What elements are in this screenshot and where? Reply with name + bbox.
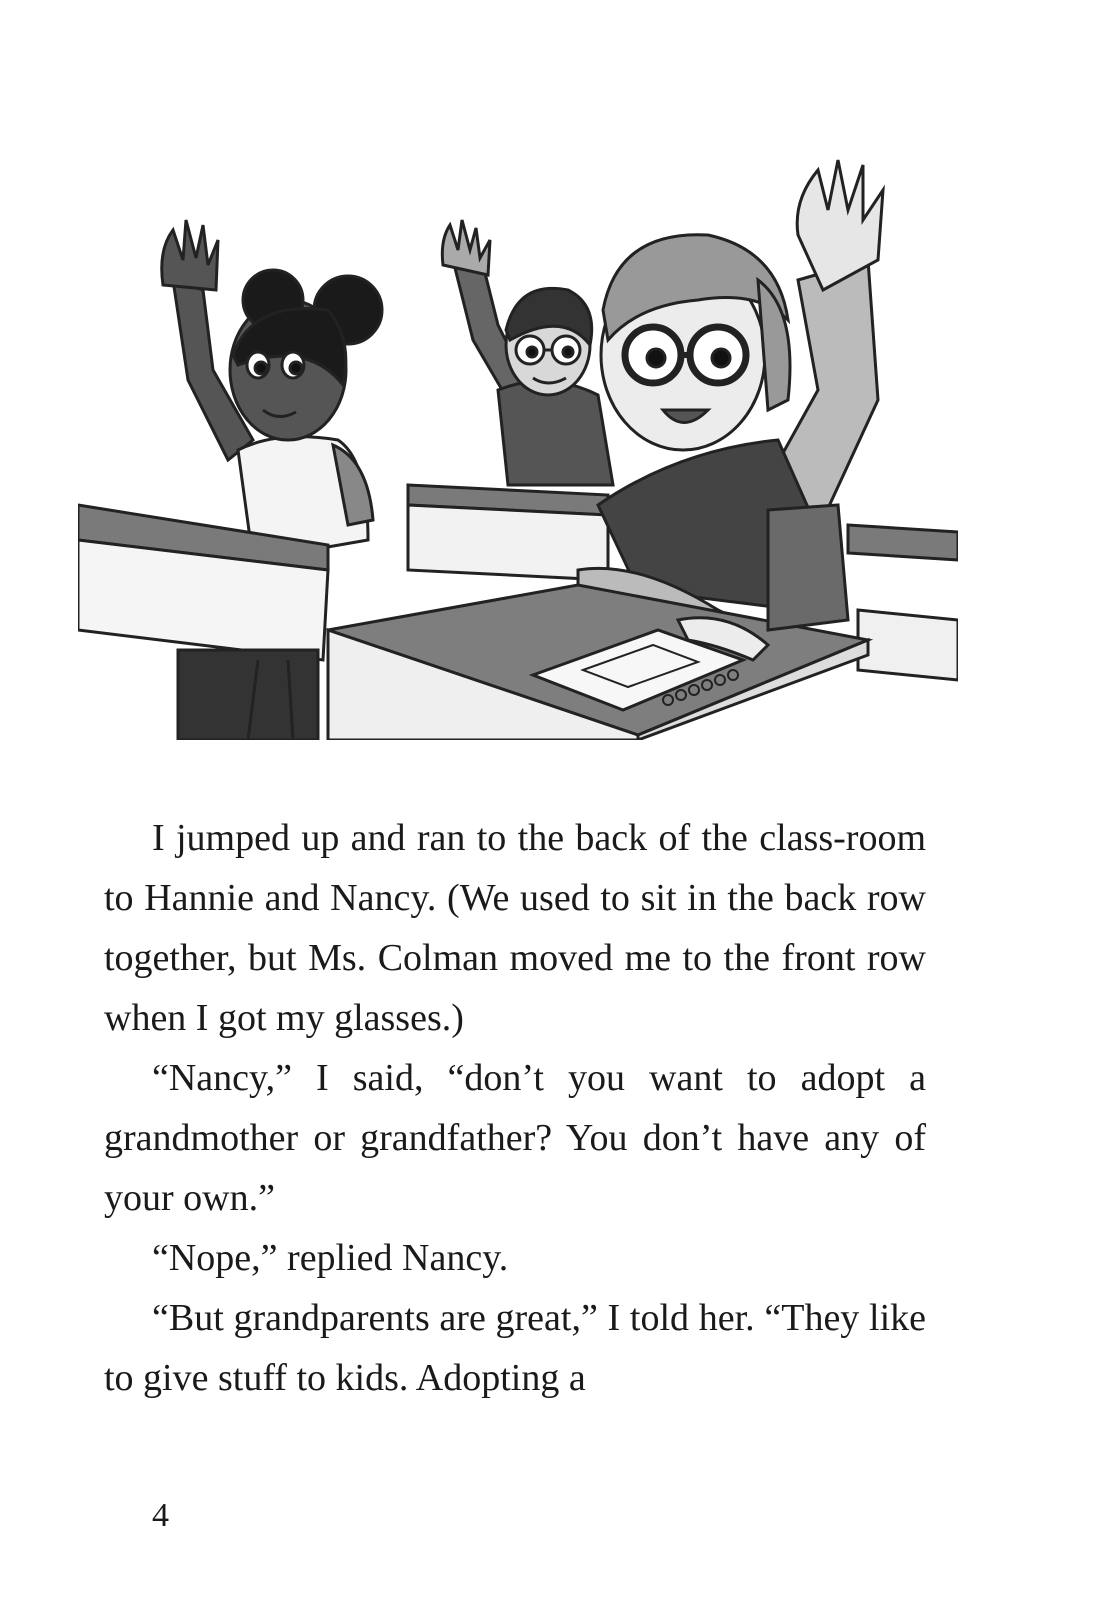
classroom-illustration [78,140,958,740]
paragraph-4: “But grandparents are great,” I told her. “They like to give stuff to kids. Adopting a [104,1297,926,1399]
paragraph-2: “Nancy,” I said, “don’t you want to adopt a grandmother or grandfather? You don’t have any of your own.” [104,1057,926,1219]
front-left-desk [78,505,328,740]
classroom-illustration-drawing [78,140,958,740]
boy-middle [442,220,613,485]
page-number: 4 [152,1497,169,1534]
body-text [104,808,926,1408]
girl-left [162,220,382,560]
paragraph-1: I jumped up and ran to the back of the class-room to Hannie and Nancy. (We used to sit in the back row together, but Ms. Colman moved me to the front row when I got my glasses.) [104,817,926,1039]
paragraph-3: “Nope,” replied Nancy. [152,1237,509,1279]
